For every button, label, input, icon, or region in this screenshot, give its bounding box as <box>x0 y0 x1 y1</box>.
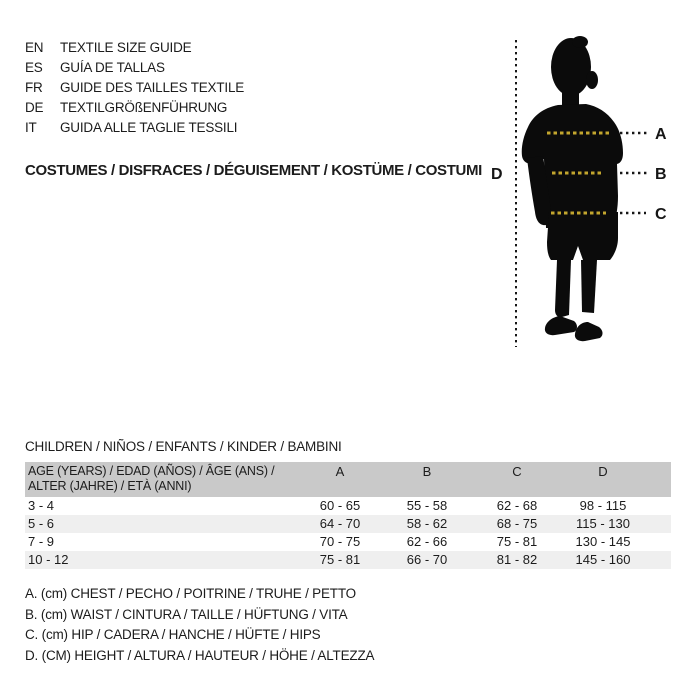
language-row-es <box>25 58 244 78</box>
child-silhouette <box>522 36 623 341</box>
chest-cell: 60 - 65 <box>319 498 361 513</box>
measurement-legend <box>25 584 374 666</box>
hip-label: C <box>655 206 667 223</box>
age-column-header <box>25 462 297 497</box>
legend-chest: A. (cm) CHEST / PECHO / POITRINE / TRUHE / PETTO <box>25 586 356 601</box>
child-silhouette-figure <box>480 30 700 360</box>
language-code: EN <box>25 40 44 55</box>
height-cell: 145 - 160 <box>575 552 631 567</box>
language-code: DE <box>25 100 44 115</box>
column-header-c: C <box>512 464 522 479</box>
language-code: ES <box>25 60 43 75</box>
language-guide-list <box>25 38 244 138</box>
column-header-d: D <box>598 464 608 479</box>
language-label: GUIDA ALLE TAGLIE TESSILI <box>60 120 238 135</box>
column-header-b: B <box>422 464 432 479</box>
height-cell: 130 - 145 <box>575 534 631 549</box>
chest-cell: 64 - 70 <box>319 516 361 531</box>
hip-cell: 62 - 68 <box>496 498 538 513</box>
language-code: FR <box>25 80 43 95</box>
size-table-header <box>25 462 671 497</box>
height-cell: 98 - 115 <box>579 498 627 513</box>
language-row-fr <box>25 78 244 98</box>
language-label: TEXTILE SIZE GUIDE <box>60 40 192 55</box>
section-heading-children: CHILDREN / NIÑOS / ENFANTS / KINDER / BAMBINI <box>25 439 342 454</box>
table-row <box>25 515 671 533</box>
hip-cell: 81 - 82 <box>496 552 538 567</box>
hip-cell: 68 - 75 <box>496 516 538 531</box>
chest-cell: 70 - 75 <box>319 534 361 549</box>
waist-cell: 62 - 66 <box>406 534 448 549</box>
language-label: GUIDE DES TAILLES TEXTILE <box>60 80 245 95</box>
waist-cell: 55 - 58 <box>406 498 448 513</box>
age-header-line2: ALTER (JAHRE) / ETÀ (ANNI) <box>28 479 192 493</box>
waist-label: B <box>655 166 667 183</box>
height-cell: 115 - 130 <box>576 516 630 531</box>
legend-hip: C. (cm) HIP / CADERA / HANCHE / HÜFTE / HIPS <box>25 627 321 643</box>
size-table <box>25 462 671 569</box>
age-header-line1: AGE (YEARS) / EDAD (AÑOS) / ÂGE (ANS) / <box>28 464 275 478</box>
language-code: IT <box>25 120 37 135</box>
table-row <box>25 551 671 569</box>
age-cell: 7 - 9 <box>28 534 55 549</box>
table-row <box>25 533 671 551</box>
language-label: GUÍA DE TALLAS <box>60 60 165 75</box>
legend-waist: B. (cm) WAIST / CINTURA / TAILLE / HÜFTUNG / VITA <box>25 606 348 622</box>
language-row-it <box>25 118 244 138</box>
height-label: D <box>491 166 503 183</box>
hip-cell: 75 - 81 <box>496 534 538 549</box>
age-cell: 10 - 12 <box>28 552 69 567</box>
waist-cell: 58 - 62 <box>406 516 448 531</box>
column-header-a: A <box>335 464 345 479</box>
language-row-de <box>25 98 244 118</box>
waist-cell: 66 - 70 <box>406 552 448 567</box>
age-cell: 3 - 4 <box>28 498 55 513</box>
table-row <box>25 497 671 515</box>
legend-height: D. (CM) HEIGHT / ALTURA / HAUTEUR / HÖHE / ALTEZZA <box>25 647 375 663</box>
age-cell: 5 - 6 <box>28 516 55 531</box>
language-label: TEXTILGRÖßENFÜHRUNG <box>60 100 228 115</box>
category-title: COSTUMES / DISFRACES / DÉGUISEMENT / KOSTÜME / COSTUMI <box>25 162 482 179</box>
chest-label: A <box>655 126 667 143</box>
language-row-en <box>25 38 244 58</box>
chest-cell: 75 - 81 <box>319 552 361 567</box>
